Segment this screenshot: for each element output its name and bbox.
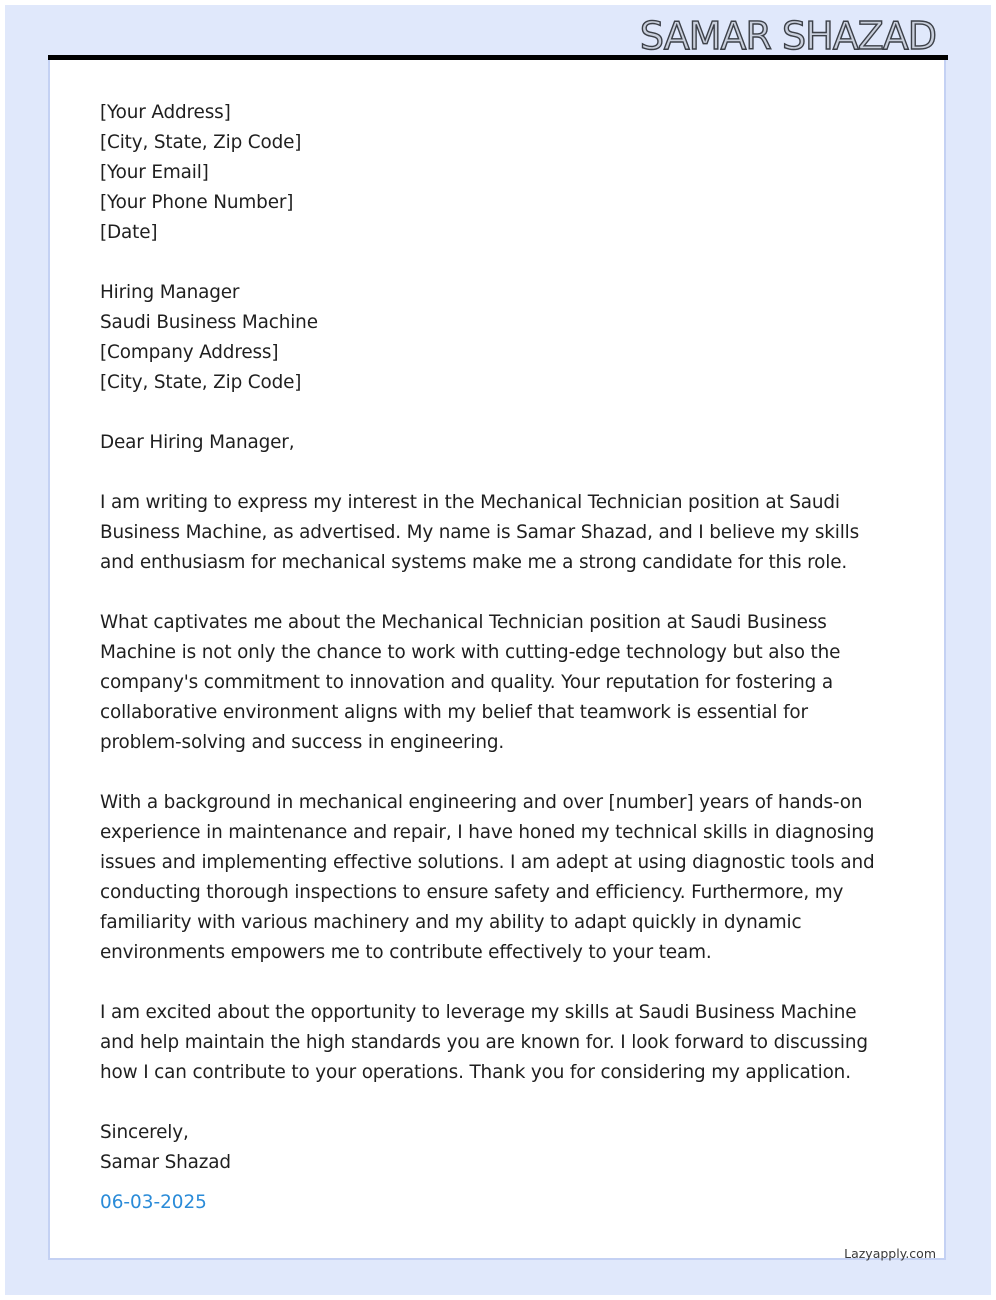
sender-date: [Date] [100, 222, 158, 243]
paragraph [100, 788, 890, 968]
paragraph [100, 998, 890, 1088]
signature-block [100, 1118, 890, 1178]
footer-brand: Lazyapply.com [844, 1246, 936, 1261]
header-name: SAMAR SHAZAD [639, 14, 936, 58]
sender-phone: [Your Phone Number] [100, 192, 294, 213]
recipient-company: Saudi Business Machine [100, 312, 318, 333]
sender-email: [Your Email] [100, 162, 209, 183]
paragraph-closing: I am excited about the opportunity to leverage my skills at Saudi Business Machine and help maintain the high standards you are known for. I look forward to discussing how I can contribute to your operations. Thank you for considering my application. [100, 1002, 868, 1083]
salutation [100, 428, 890, 458]
letter-body [100, 98, 890, 1178]
recipient-title: Hiring Manager [100, 282, 240, 303]
paragraph [100, 488, 890, 578]
sender-city-state-zip: [City, State, Zip Code] [100, 132, 302, 153]
paragraph-experience: With a background in mechanical engineering and over [number] years of hands-on experience in maintenance and repair, I have honed my technical skills in diagnosing issues and implementing effective solutions. I am adept at using diagnostic tools and conducting thorough inspections to ensure safety and efficiency. Furthermore, my familiarity with various machinery and my ability to adapt quickly in dynamic environments empowers me to contribute effectively to your team. [100, 792, 875, 963]
paragraph-intro: I am writing to express my interest in the Mechanical Technician position at Saudi Business Machine, as advertised. My name is Samar Shazad, and I believe my skills and enthusiasm for mechanical systems make me a strong candidate for this role. [100, 492, 860, 573]
sender-block [100, 98, 890, 248]
letter-date: 06-03-2025 [100, 1192, 207, 1213]
recipient-city-state-zip: [City, State, Zip Code] [100, 372, 302, 393]
sign-off: Sincerely, [100, 1122, 189, 1143]
sender-address: [Your Address] [100, 102, 231, 123]
salutation-text: Dear Hiring Manager, [100, 432, 295, 453]
paragraph-motivation: What captivates me about the Mechanical Technician position at Saudi Business Machine is not only the chance to work with cutting-edge technology but also the company's commitment to innovation and quality. Your reputation for fostering a collaborative environment aligns with my belief that teamwork is essential for problem-solving and success in engineering. [100, 612, 841, 753]
paragraph [100, 608, 890, 758]
recipient-address: [Company Address] [100, 342, 279, 363]
recipient-block [100, 278, 890, 398]
signer-name: Samar Shazad [100, 1152, 231, 1173]
